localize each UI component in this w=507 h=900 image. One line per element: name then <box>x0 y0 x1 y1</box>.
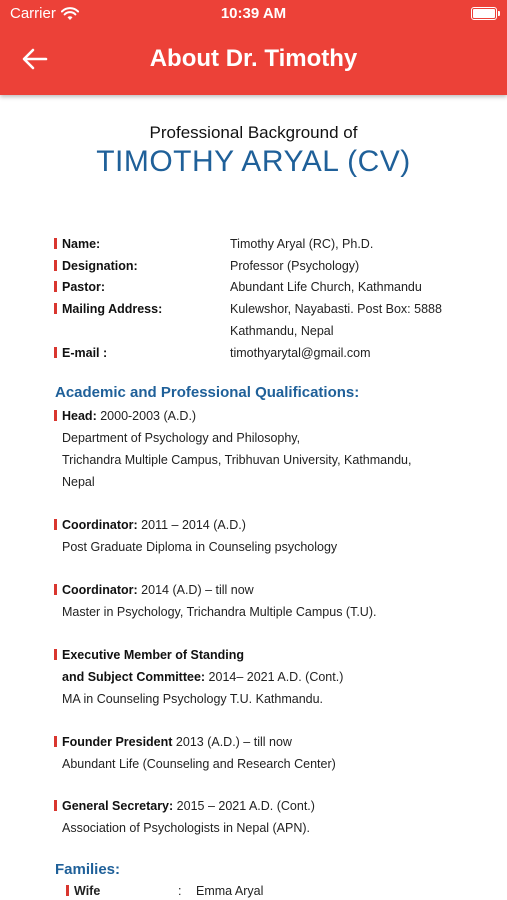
family-label: Wife <box>66 881 100 900</box>
family-value: Emma Aryal <box>196 884 264 898</box>
page-title: About Dr. Timothy <box>149 45 358 72</box>
status-bar <box>0 0 507 28</box>
bullet-bar <box>54 303 57 314</box>
bullet-bar <box>54 281 57 292</box>
family-separator: : <box>178 884 182 898</box>
info-label: Pastor: <box>54 276 224 298</box>
battery-icon <box>471 7 497 20</box>
qualification-item: Head: 2000-2003 (A.D.) Department of Psychology and Philosophy, Trichandra Multiple Campus, Tribhuvan University, Kathmandu, Nepal <box>54 405 474 493</box>
qualification-item: Coordinator: 2014 (A.D) – till now Master in Psychology, Trichandra Multiple Campus (T.U). <box>54 579 474 623</box>
bullet-bar <box>54 800 57 811</box>
bullet-bar <box>54 519 57 530</box>
app-header <box>0 0 507 95</box>
info-value: Abundant Life Church, Kathmandu <box>230 280 422 294</box>
bullet-bar <box>66 885 69 896</box>
info-value: Timothy Aryal (RC), Ph.D. <box>230 237 374 251</box>
info-value: Kulewshor, Nayabasti. Post Box: 5888 <box>230 302 442 316</box>
bullet-bar <box>54 649 57 660</box>
qualification-item: General Secretary: 2015 – 2021 A.D. (Cont.) Association of Psychologists in Nepal (APN). <box>54 795 474 839</box>
carrier-label: Carrier <box>10 5 56 22</box>
bullet-bar <box>54 410 57 421</box>
cv-content[interactable] <box>0 95 507 900</box>
qualification-item: Founder President 2013 (A.D.) – till now Abundant Life (Counseling and Research Center) <box>54 731 474 775</box>
bullet-bar <box>54 260 57 271</box>
status-time: 10:39 AM <box>220 5 287 22</box>
info-label: Mailing Address: <box>54 298 224 320</box>
info-label: Name: <box>54 233 224 255</box>
bullet-bar <box>54 736 57 747</box>
families-heading: Families: <box>55 861 121 878</box>
qualification-item: Executive Member of Standing and Subject Committee: 2014– 2021 A.D. (Cont.) MA in Counseling Psychology T.U. Kathmandu. <box>54 644 474 710</box>
email-link[interactable]: timothyarytal@gmail.com <box>230 346 371 360</box>
info-value: Professor (Psychology) <box>230 259 360 273</box>
qualification-item: Coordinator: 2011 – 2014 (A.D.) Post Graduate Diploma in Counseling psychology <box>54 514 474 558</box>
qualifications-heading: Academic and Professional Qualifications: <box>55 384 360 401</box>
bullet-bar <box>54 347 57 358</box>
info-label: Designation: <box>54 255 224 277</box>
cv-pre-title: Professional Background of <box>149 123 358 142</box>
info-value: Kathmandu, Nepal <box>230 324 334 338</box>
bullet-bar <box>54 584 57 595</box>
info-label: E-mail : <box>54 342 224 364</box>
bullet-bar <box>54 238 57 249</box>
cv-title: TIMOTHY ARYAL (CV) <box>96 145 411 178</box>
